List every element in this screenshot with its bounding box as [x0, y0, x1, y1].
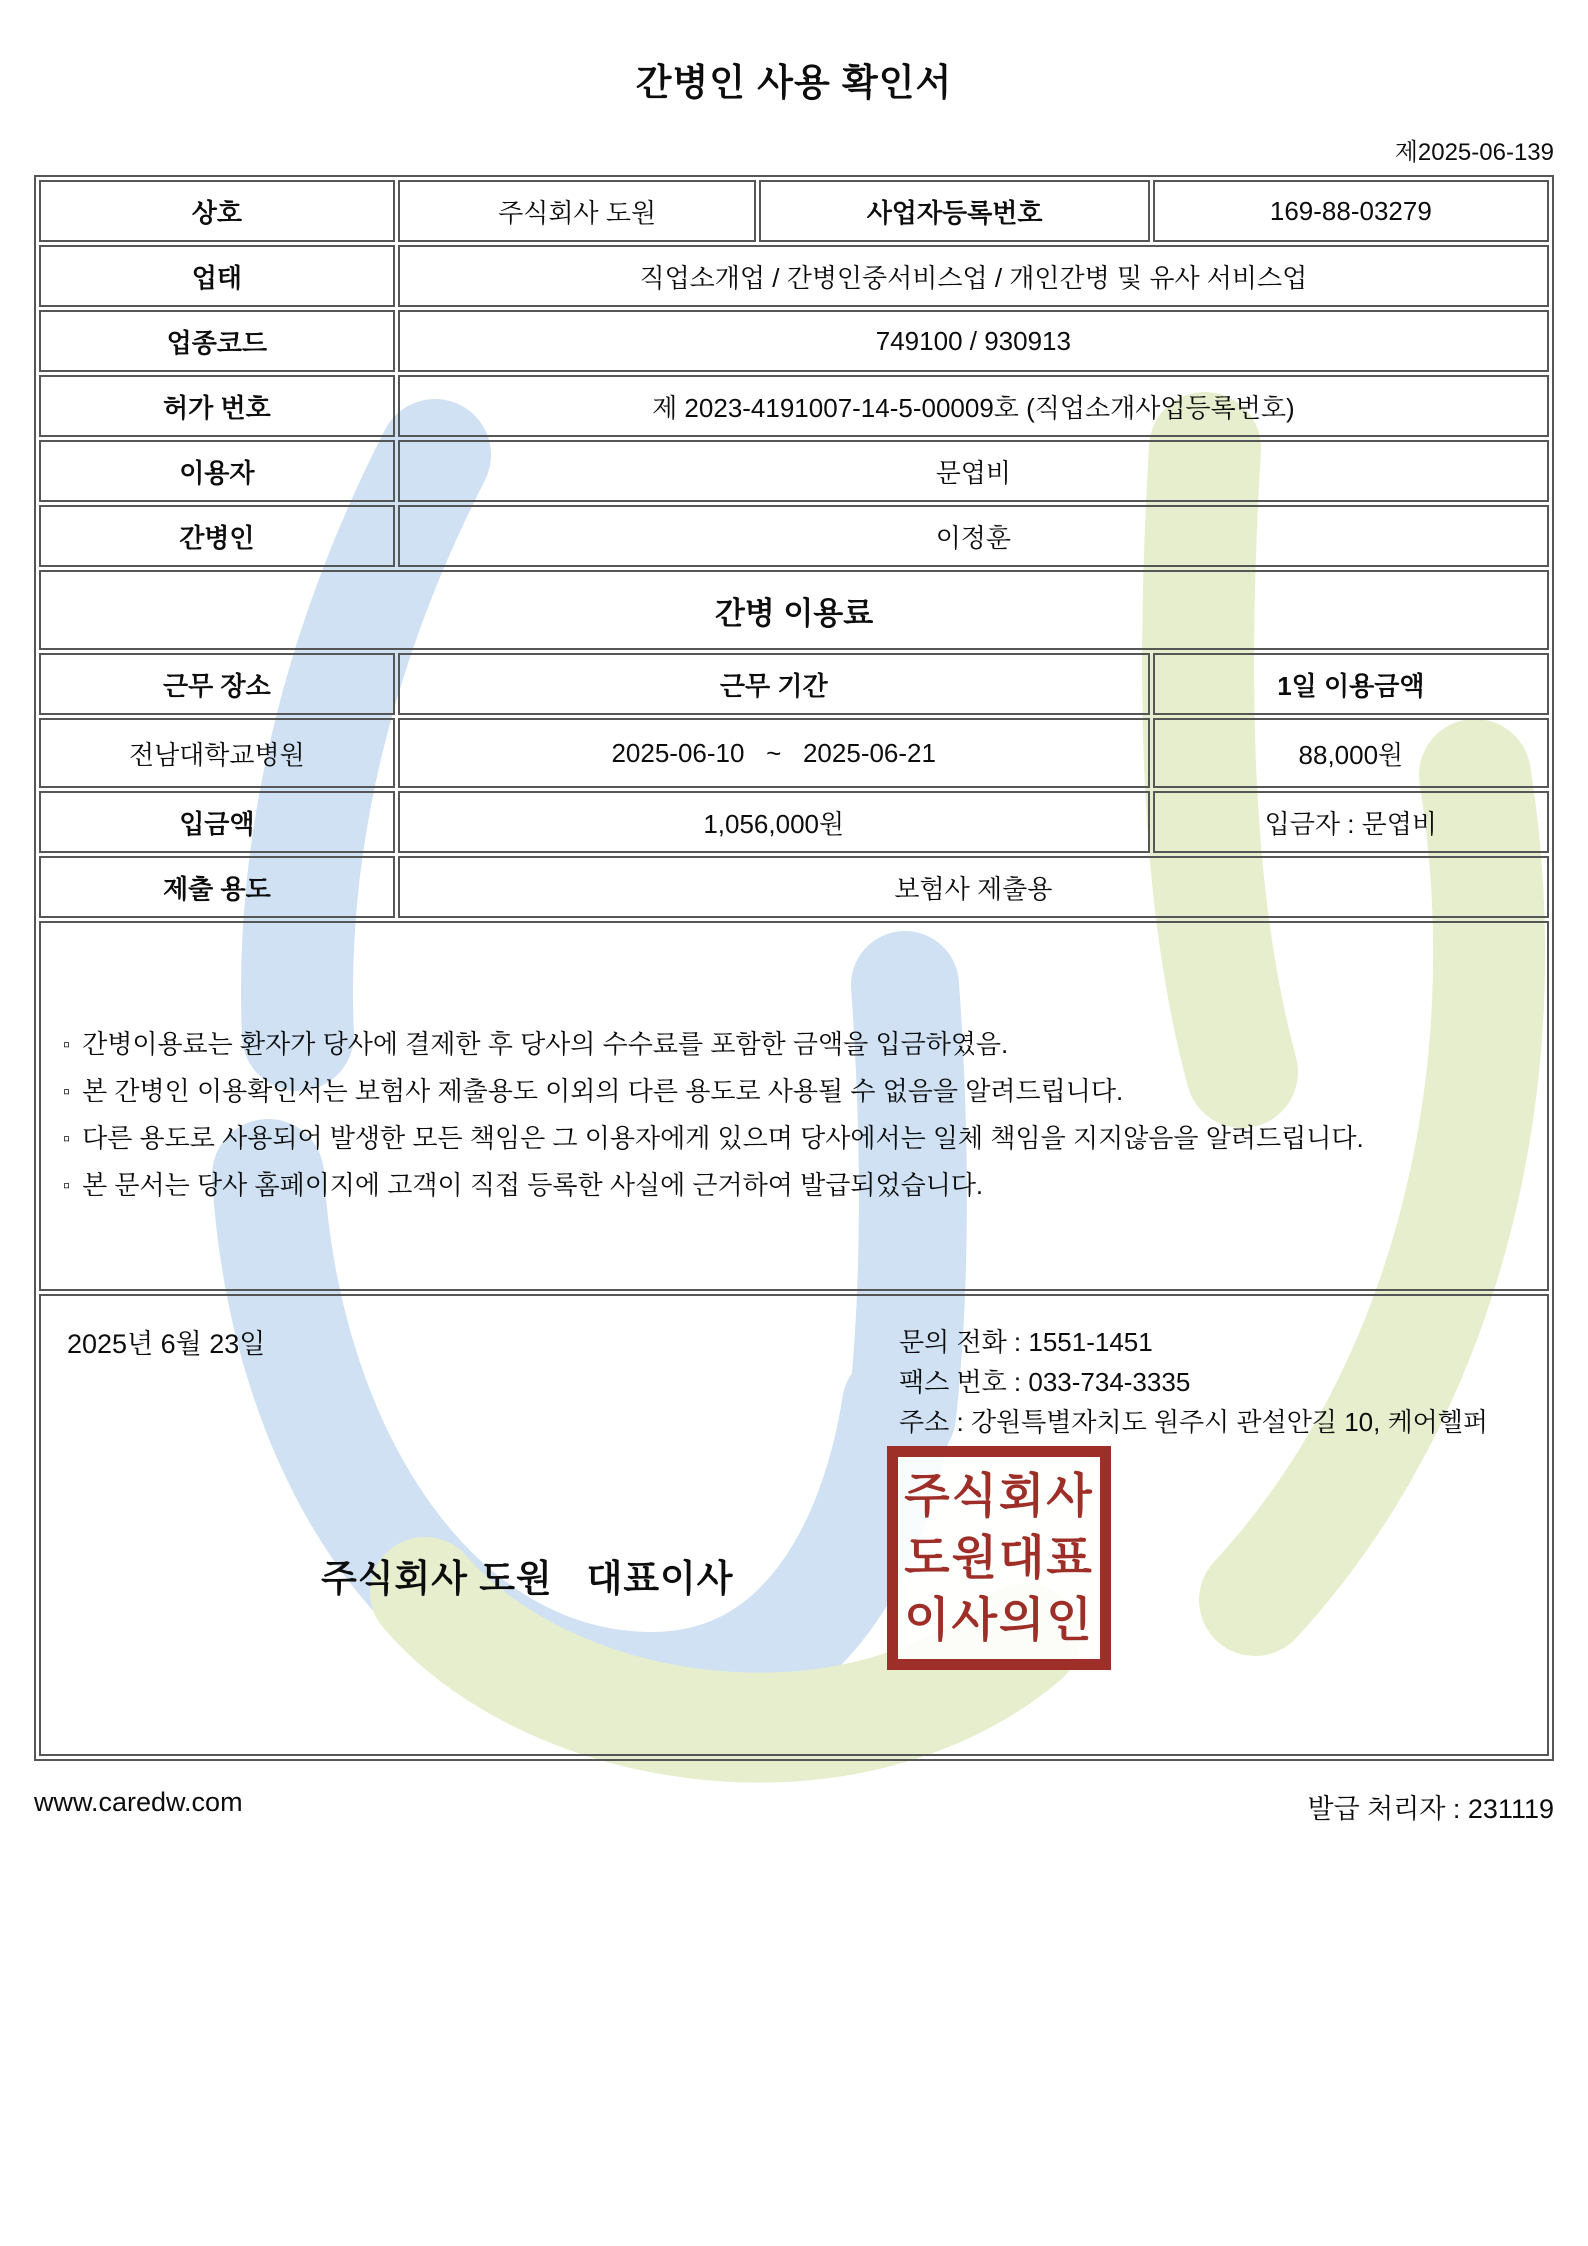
note-item: [63, 1163, 1527, 1210]
square-bullet-icon: ▫: [63, 1081, 71, 1103]
stamp-text-line: 도원대표: [904, 1531, 1094, 1584]
company-signature-text: 주식회사 도원 대표이사: [321, 1558, 734, 1599]
purpose-label: 제출 용도: [39, 856, 395, 918]
issue-date: 2025년 6월 23일: [67, 1329, 266, 1359]
note-item: [63, 1116, 1527, 1163]
website-url: www.caredw.com: [34, 1787, 243, 1817]
caregiver-value: 이정훈: [398, 505, 1549, 567]
signature-row: [39, 1294, 1549, 1756]
depositor-value: : 문엽비: [1340, 808, 1438, 839]
fee-section-title: 간병 이용료: [39, 570, 1549, 650]
work-place-header: 근무 장소: [39, 653, 395, 715]
notes-row: [39, 921, 1549, 1291]
table-row-company: [39, 180, 1549, 242]
note-text: 간병이용료는 환자가 당사에 결제한 후 당사의 수수료를 포함한 금액을 입금하였음.: [82, 1029, 1009, 1059]
depositor-label: 입금자: [1264, 808, 1341, 839]
user-value: 문엽비: [398, 440, 1549, 502]
stamp-text-line: 주식회사: [904, 1469, 1094, 1522]
confirmation-table: [34, 175, 1554, 1761]
square-bullet-icon: ▫: [63, 1128, 71, 1150]
depositor-cell: [1153, 791, 1549, 853]
corporate-seal-stamp: [887, 1446, 1111, 1670]
document-title: 간병인 사용 확인서: [635, 62, 953, 103]
industry-code-value: 749100 / 930913: [398, 310, 1549, 372]
deposit-label: 입금액: [39, 791, 395, 853]
industry-code-label: 업종코드: [39, 310, 395, 372]
deposit-amount-value: 1,056,000원: [398, 791, 1150, 853]
business-type-label: 업태: [39, 245, 395, 307]
fee-header-row: [39, 653, 1549, 715]
work-period-header: 근무 기간: [398, 653, 1150, 715]
signature-cell: [39, 1294, 1549, 1756]
note-item: [63, 1022, 1527, 1069]
contact-address: 주소 : 강원특별자치도 원주시 관설안길 10, 케어헬퍼: [899, 1407, 1489, 1437]
table-row-permit-number: [39, 375, 1549, 437]
purpose-value: 보험사 제출용: [398, 856, 1549, 918]
caregiver-label: 간병인: [39, 505, 395, 567]
user-label: 이용자: [39, 440, 395, 502]
document-number: 제2025-06-139: [1394, 139, 1554, 166]
contact-phone: 문의 전화 : 1551-1451: [899, 1327, 1153, 1357]
table-row-caregiver: [39, 505, 1549, 567]
fee-section-header-row: [39, 570, 1549, 650]
fee-data-row: [39, 718, 1549, 788]
daily-fee-value: 88,000원: [1153, 718, 1549, 788]
square-bullet-icon: ▫: [63, 1034, 71, 1056]
square-bullet-icon: ▫: [63, 1175, 71, 1197]
work-place-value: 전남대학교병원: [39, 718, 395, 788]
company-name-value: 주식회사 도원: [398, 180, 757, 242]
permit-number-value: 제 2023-4191007-14-5-00009호 (직업소개사업등록번호): [398, 375, 1549, 437]
deposit-row: [39, 791, 1549, 853]
issuer-id: 발급 처리자 : 231119: [1307, 1794, 1554, 1824]
page-footer: [34, 1787, 1554, 1826]
notes-cell: [39, 921, 1549, 1291]
business-reg-no-value: 169-88-03279: [1153, 180, 1549, 242]
table-row-business-type: [39, 245, 1549, 307]
note-text: 본 간병인 이용확인서는 보험사 제출용도 이외의 다른 용도로 사용될 수 없음을 알려드립니다.: [82, 1076, 1124, 1106]
stamp-text-line: 이사의인: [904, 1593, 1094, 1646]
permit-number-label: 허가 번호: [39, 375, 395, 437]
purpose-row: [39, 856, 1549, 918]
note-text: 본 문서는 당사 홈페이지에 고객이 직접 등록한 사실에 근거하여 발급되었습니다.: [82, 1170, 984, 1200]
work-period-value: 2025-06-10 ~ 2025-06-21: [398, 718, 1150, 788]
note-item: [63, 1069, 1527, 1116]
business-type-value: 직업소개업 / 간병인중서비스업 / 개인간병 및 유사 서비스업: [398, 245, 1549, 307]
daily-fee-header: 1일 이용금액: [1153, 653, 1549, 715]
table-row-user: [39, 440, 1549, 502]
company-name-label: 상호: [39, 180, 395, 242]
table-row-industry-code: [39, 310, 1549, 372]
contact-info: [899, 1322, 1488, 1442]
contact-fax: 팩스 번호 : 033-734-3335: [899, 1367, 1191, 1397]
business-reg-no-label: 사업자등록번호: [759, 180, 1149, 242]
note-text: 다른 용도로 사용되어 발생한 모든 책임은 그 이용자에게 있으며 당사에서는 일체 책임을 지지않음을 알려드립니다.: [82, 1123, 1364, 1153]
